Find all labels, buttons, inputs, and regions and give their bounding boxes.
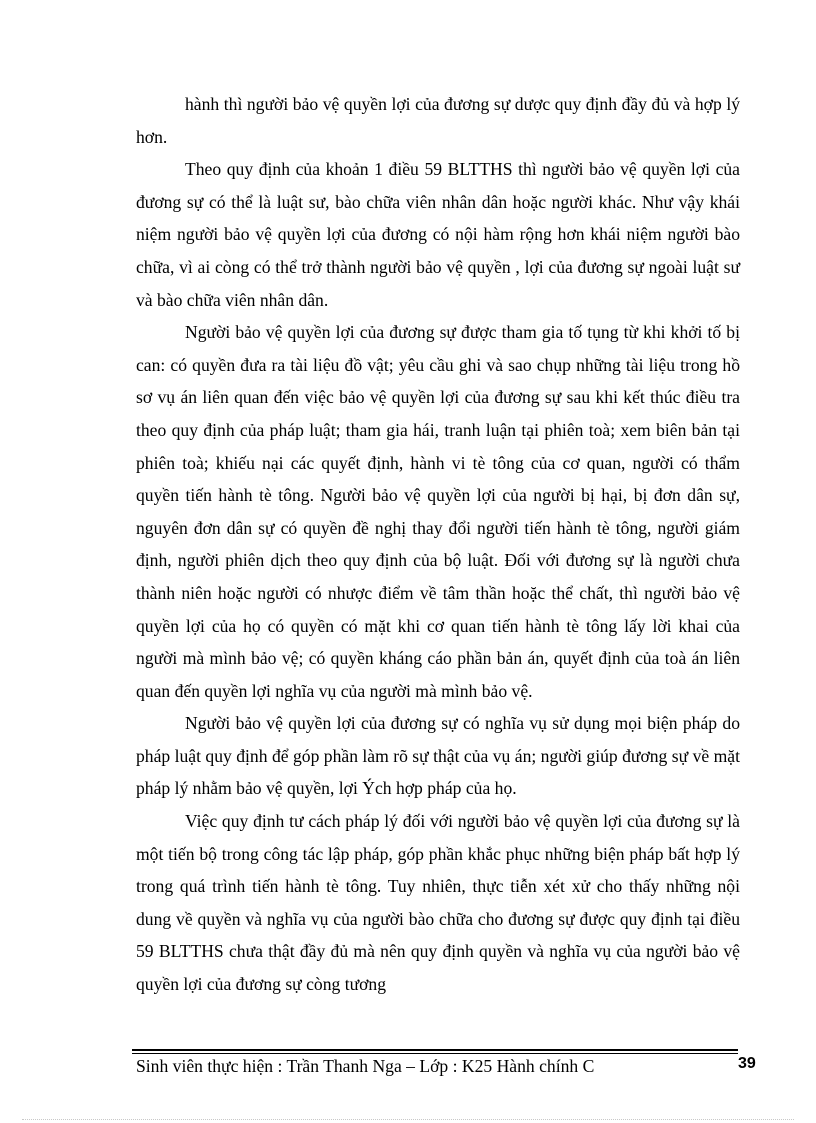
footer-divider-thick xyxy=(132,1049,738,1051)
paragraph-4: Người bảo vệ quyền lợi của đương sự có nghĩa vụ sử dụng mọi biện pháp do pháp luật quy định để góp phần làm rõ sự thật của vụ án; người giúp đương sự về mặt pháp lý nhằm bảo vệ quyền, lợi Ých hợp pháp của họ. xyxy=(136,713,740,799)
paragraph-2: Theo quy định của khoản 1 điều 59 BLTTHS thì người bảo vệ quyền lợi của đương sự có thể là luật sư, bào chữa viên nhân dân hoặc người khác. Như vậy khái niệm người bảo vệ quyền lợi của đương có nội hàm rộng hơn khái niệm người bào chữa, vì ai còng có thể trở thành người bảo vệ quyền , lợi của đương sự ngoài luật sư và bào chữa viên nhân dân. xyxy=(136,159,740,310)
body-text xyxy=(136,88,740,1001)
paragraph-3: Người bảo vệ quyền lợi của đương sự được tham gia tố tụng từ khi khởi tố bị can: có quyền đưa ra tài liệu đồ vật; yêu cầu ghi và sao chụp những tài liệu trong hồ sơ vụ án liên quan đến việc bảo vệ quyền lợi của đương sự sau khi kết thúc điều tra theo quy định của pháp luật; tham gia hái, tranh luận tại phiên toà; xem biên bản tại phiên toà; khiếu nại các quyết định, hành vi tè tông của cơ quan, người có thẩm quyền tiến hành tè tông. Người bảo vệ quyền lợi của người bị hại, bị đơn dân sự, nguyên đơn dân sự có quyền đề nghị thay đổi người tiến hành tè tông, người giám định, người phiên dịch theo quy định của bộ luật. Đối với đương sự là người chưa thành niên hoặc người có nhược điểm về tâm thần hoặc thể chất, thì người bảo vệ quyền lợi của họ có quyền có mặt khi cơ quan tiến hành tè tông lấy lời khai của người mà mình bảo vệ; có quyền kháng cáo phần bản án, quyết định của toà án liên quan đến quyền lợi nghĩa vụ của người mà mình bảo vệ. xyxy=(136,322,740,701)
footer-author-line: Sinh viên thực hiện : Trần Thanh Nga – Lớp : K25 Hành chính C xyxy=(136,1056,595,1076)
paragraph-1: hành thì người bảo vệ quyền lợi của đương sự dược quy định đầy đủ và hợp lý hơn. xyxy=(136,94,740,147)
page-number: 39 xyxy=(738,1055,756,1072)
paragraph-5: Việc quy định tư cách pháp lý đối với người bảo vệ quyền lợi của đương sự là một tiến bộ trong công tác lập pháp, góp phần khắc phục những biện pháp bất hợp lý trong quá trình tiến hành tè tông. Tuy nhiên, thực tiễn xét xử cho thấy những nội dung về quyền và nghĩa vụ của người bào chữa cho đương sự được quy định tại điều 59 BLTTHS chưa thật đầy đủ mà nên quy định quyền và nghĩa vụ của người bảo vệ quyền lợi của đương sự còng tương xyxy=(136,811,740,995)
page-bottom-edge xyxy=(22,1119,794,1120)
